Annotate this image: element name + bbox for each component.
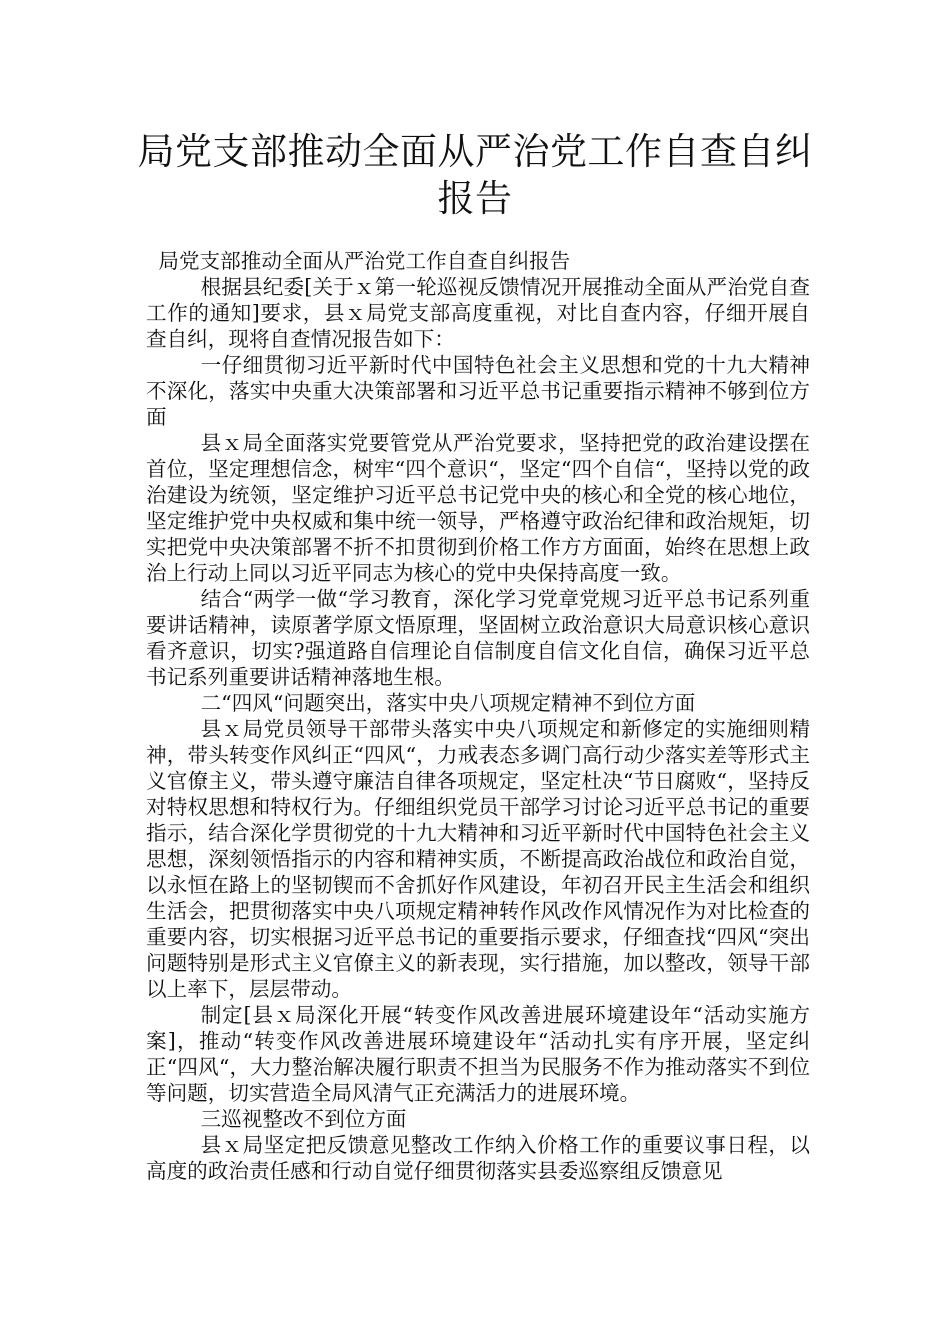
document-title: 局党支部推动全面从严治党工作自查自纠报告 (137, 130, 813, 220)
section-heading: 二“四风“问题突出，落实中央八项规定精神不到位方面 (200, 691, 696, 715)
body-paragraph: 县ｘ局全面落实党要管党从严治党要求，坚持把党的政治建设摆在首位，坚定理想信念，树牢“四个意识“，坚定“四个自信“，坚持以党的政治建设为统领，坚定维护习近平总书记党中央的核心和全党的核心地位，坚定维护党中央权威和集中统一领导，严格遵守政治纪律和政治规矩，切实把党中央决策部署不折不扣贯彻到价格工作方方面面，始终在思想上政治上行动上同以习近平同志为核心的党中央保持高度一致。 (146, 431, 811, 585)
document-body (146, 248, 810, 1184)
body-paragraph: 县ｘ局党员领导干部带头落实中央八项规定和新修定的实施细则精神，带头转变作风纠正“四风“，力戒表态多调门高行动少落实差等形式主义官僚主义，带头遵守廉洁自律各项规定，坚定杜决“节日腐败“，坚持反对特权思想和特权行为。仔细组织党员干部学习讨论习近平总书记的重要指示，结合深化学贯彻党的十九大精神和习近平新时代中国特色社会主义思想，深刻领悟指示的内容和精神实质，不断提高政治战位和政治自觉，以永恒在路上的坚韧锲而不舍抓好作风建设，年初召开民主生活会和组织生活会，把贯彻落实中央八项规定精神转作风改作风情况作为对比检查的重要内容，切实根据习近平总书记的重要指示要求，仔细查找“四风“突出问题特别是形式主义官僚主义的新表现，实行措施，加以整改，领导干部以上率下，层层带动。 (146, 717, 810, 1001)
body-paragraph: 县ｘ局坚定把反馈意见整改工作纳入价格工作的重要议事日程，以高度的政治责任感和行动自觉仔细贯彻落实县委巡察组反馈意见 (146, 1133, 810, 1183)
body-paragraph: 结合“两学一做“学习教育，深化学习党章党规习近平总书记系列重要讲话精神，读原著学原文悟原理，坚固树立政治意识大局意识核心意识看齐意识，切实?强道路自信理论自信制度自信文化自信，确保习近平总书记系列重要讲话精神落地生根。 (146, 587, 810, 689)
body-paragraph: 根据县纪委[关于ｘ第一轮巡视反馈情况开展推动全面从严治党自查工作的通知]要求，县ｘ局党支部高度重视，对比自查内容，仔细开展自查自纠，现将自查情况报告如下： (146, 275, 810, 351)
body-paragraph: 制定[县ｘ局深化开展“转变作风改善进展环境建设年“活动实施方案]，推动“转变作风改善进展环境建设年“活动扎实有序开展，坚定纠正“四风“，大力整治解决履行职责不担当为民服务不作为推动落实不到位等问题，切实营造全局风清气正充满活力的进展环境。 (146, 1003, 810, 1105)
section-heading: 三巡视整改不到位方面 (200, 1107, 407, 1131)
section-heading: 一仔细贯彻习近平新时代中国特色社会主义思想和党的十九大精神不深化，落实中央重大决策部署和习近平总书记重要指示精神不够到位方面 (146, 353, 810, 429)
document-subtitle: 局党支部推动全面从严治党工作自查自纠报告 (158, 249, 571, 273)
